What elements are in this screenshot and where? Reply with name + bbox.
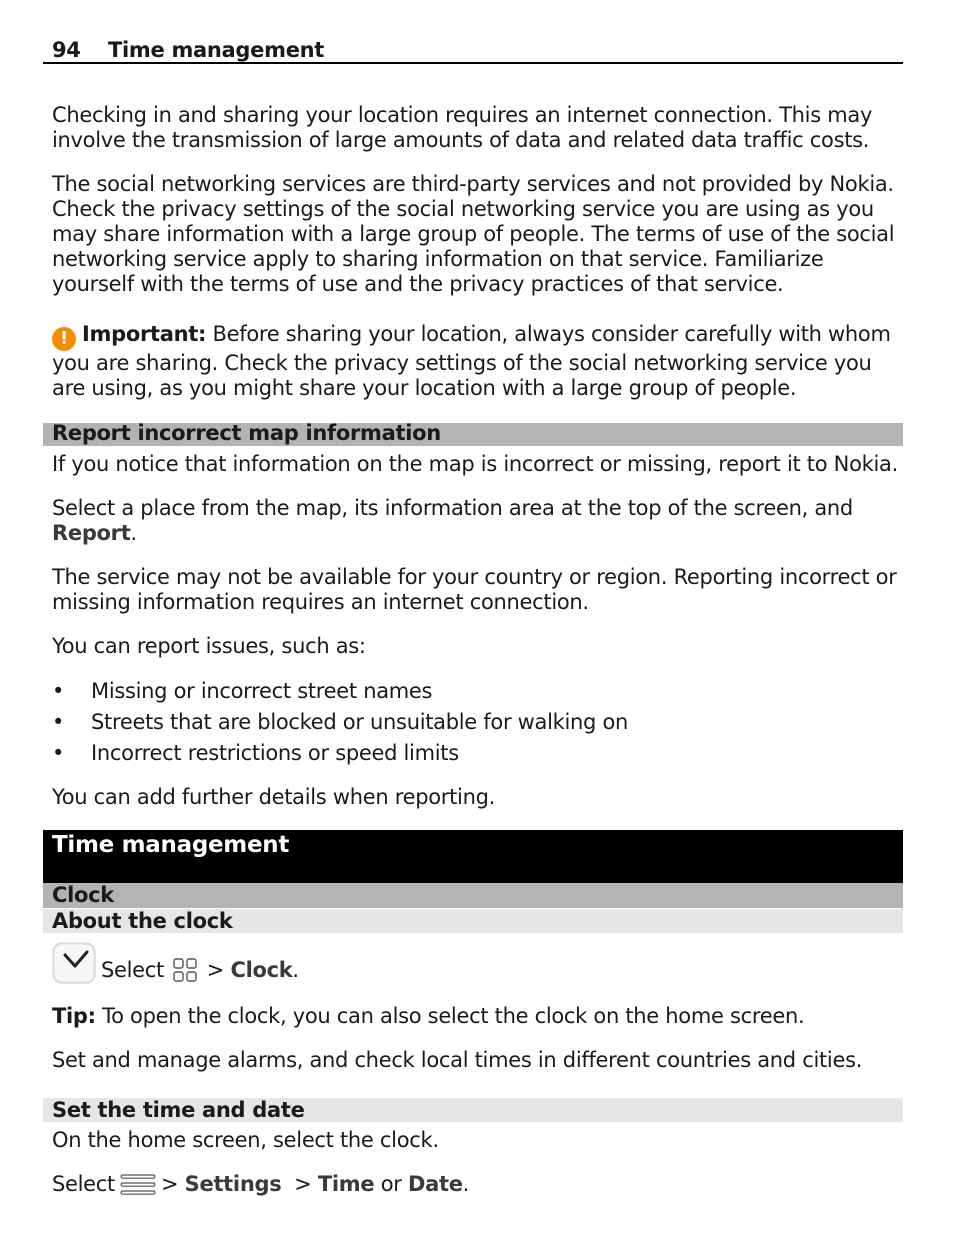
list-item: Missing or incorrect street names	[91, 679, 433, 703]
report-paragraph-3: The service may not be available for your country or region. Reporting incorrect or missing information requires an internet connection.	[52, 565, 897, 614]
section-title: Time management	[52, 832, 290, 858]
separator: >	[206, 958, 225, 982]
report-paragraph-1: If you notice that information on the map is incorrect or missing, report it to Nokia.	[52, 452, 898, 476]
tip-text: To open the clock, you can also select the clock on the home screen.	[102, 1004, 805, 1028]
bullet-marker: •	[52, 679, 65, 703]
separator: >	[294, 1172, 312, 1196]
warning-icon: !	[52, 327, 76, 351]
report-paragraph-2: Select a place from the map, its information area at the top of the screen, and Report.	[52, 496, 853, 545]
header-title: Time management	[108, 38, 325, 62]
set-time-paragraph-1: On the home screen, select the clock.	[52, 1128, 439, 1152]
select-clock-instruction: Select > Clock.	[101, 958, 299, 982]
section-title-bar	[43, 830, 903, 883]
important-label: Important:	[82, 322, 207, 346]
report-paragraph-2-text: Select a place from the map, its information area at the top of the screen, and	[52, 496, 853, 520]
or-text: or	[380, 1172, 402, 1196]
manage-paragraph: Set and manage alarms, and check local times in different countries and cities.	[52, 1048, 863, 1072]
bullet-marker: •	[52, 710, 65, 734]
report-paragraph-5: You can add further details when reporting.	[52, 785, 495, 809]
clock-app-icon	[52, 942, 96, 984]
report-link: Report	[52, 521, 131, 545]
separator: >	[160, 1172, 179, 1196]
intro-paragraph-1: Checking in and sharing your location requires an internet connection. This may involve the transmission of large amounts of data and related data traffic costs.	[52, 103, 873, 152]
list-item: Incorrect restrictions or speed limits	[91, 741, 459, 765]
report-heading-bar	[43, 423, 903, 446]
time-link: Time	[317, 1172, 375, 1196]
bullet-marker: •	[52, 741, 65, 765]
header-rule	[43, 62, 903, 64]
clock-link: Clock	[230, 958, 293, 982]
list-item: Streets that are blocked or unsuitable for walking on	[91, 710, 629, 734]
important-text: Before sharing your location, always consider carefully with whom you are sharing. Check the privacy settings of the social networking service you are using, as you might share your location with a large group of people.	[52, 322, 891, 400]
select-label: Select	[101, 958, 164, 982]
select-label: Select	[52, 1172, 115, 1196]
app-grid-icon	[172, 957, 198, 983]
about-heading-bar	[43, 909, 903, 933]
tip-paragraph	[52, 1004, 902, 1029]
set-time-heading-bar	[43, 1098, 903, 1122]
important-note	[52, 322, 902, 401]
intro-paragraph-2: The social networking services are third-party services and not provided by Nokia. Check the privacy settings of the social networking service you are using as you may share information with a large group of people. The terms of use of the social networking service apply to sharing information on that service. Familiarize yourself with the terms of use and the privacy practices of that service.	[52, 172, 895, 296]
set-time-instruction: Select > Settings > Time or Date.	[52, 1172, 470, 1196]
set-time-heading: Set the time and date	[52, 1098, 305, 1122]
clock-heading-bar	[43, 883, 903, 908]
menu-icon	[119, 1172, 157, 1198]
report-heading: Report incorrect map information	[52, 421, 441, 445]
report-paragraph-4: You can report issues, such as:	[52, 634, 366, 658]
page-number: 94	[52, 38, 81, 62]
tip-label: Tip:	[52, 1004, 96, 1028]
settings-link: Settings	[184, 1172, 282, 1196]
page-header	[52, 37, 324, 63]
about-clock-heading: About the clock	[52, 909, 233, 933]
date-link: Date	[407, 1172, 463, 1196]
clock-heading: Clock	[52, 883, 114, 907]
